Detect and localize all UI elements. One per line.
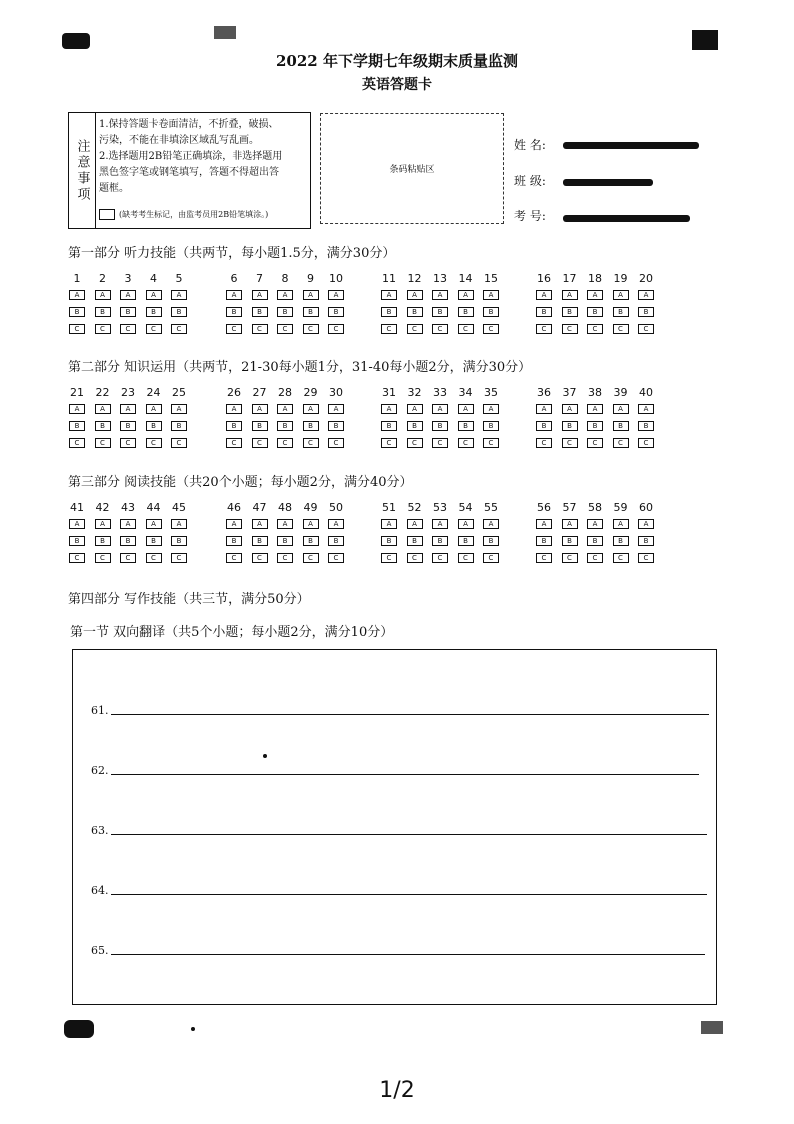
answer-bubble-55-a[interactable]: A [483, 519, 499, 529]
question-number: 38 [588, 386, 602, 399]
answer-bubble-50-b[interactable]: B [328, 536, 344, 546]
question-number: 16 [537, 272, 551, 285]
answer-bubble-27-c[interactable]: C [252, 438, 268, 448]
answer-bubble-31-b[interactable]: B [381, 421, 397, 431]
line-number: 65. [91, 944, 109, 957]
answer-bubble-51-a[interactable]: A [381, 519, 397, 529]
answer-bubble-17-a[interactable]: A [562, 290, 578, 300]
answer-bubble-24-c[interactable]: C [146, 438, 162, 448]
answer-bubble-38-b[interactable]: B [587, 421, 603, 431]
absent-checkbox[interactable] [99, 209, 115, 220]
corner-mark-top-right [692, 30, 718, 50]
question-number: 6 [230, 272, 238, 285]
answer-bubble-37-a[interactable]: A [562, 404, 578, 414]
answer-bubble-49-b[interactable]: B [303, 536, 319, 546]
question-number: 25 [172, 386, 186, 399]
id-label: 考 号: [514, 209, 546, 223]
answer-bubble-48-a[interactable]: A [277, 519, 293, 529]
answer-bubble-58-c[interactable]: C [587, 553, 603, 563]
question-number: 10 [329, 272, 343, 285]
answer-bubble-10-a[interactable]: A [328, 290, 344, 300]
answer-bubble-36-c[interactable]: C [536, 438, 552, 448]
answer-bubble-2-b[interactable]: B [95, 307, 111, 317]
question-number: 9 [307, 272, 314, 285]
answer-bubble-8-c[interactable]: C [277, 324, 293, 334]
answer-bubble-26-b[interactable]: B [226, 421, 242, 431]
question-number: 24 [146, 386, 161, 399]
question-number: 20 [639, 272, 653, 285]
answer-bubble-15-a[interactable]: A [483, 290, 499, 300]
part3-title: 第三部分 阅读技能（共20个小题；每小题2分，满分40分） [68, 475, 413, 490]
answer-bubble-50-c[interactable]: C [328, 553, 344, 563]
answer-bubble-29-a[interactable]: A [303, 404, 319, 414]
page-title: 2022 年下学期七年级期末质量监测 [276, 52, 518, 70]
question-number: 58 [588, 501, 602, 514]
answer-bubble-35-c[interactable]: C [483, 438, 499, 448]
notice-box [68, 112, 311, 229]
answer-bubble-12-c[interactable]: C [407, 324, 423, 334]
answer-bubble-60-c[interactable]: C [638, 553, 654, 563]
answer-bubble-22-a[interactable]: A [95, 404, 111, 414]
question-number: 40 [639, 386, 653, 399]
question-number: 5 [175, 272, 183, 285]
question-number: 57 [562, 501, 577, 514]
answer-bubble-31-a[interactable]: A [381, 404, 397, 414]
question-number: 36 [537, 386, 551, 399]
question-number: 42 [95, 501, 110, 514]
answer-bubble-42-a[interactable]: A [95, 519, 111, 529]
line-number: 62. [91, 764, 109, 777]
answer-line[interactable] [111, 714, 709, 715]
answer-bubble-17-c[interactable]: C [562, 324, 578, 334]
answer-bubble-40-a[interactable]: A [638, 404, 654, 414]
question-number: 59 [613, 501, 628, 514]
question-number: 11 [382, 272, 396, 285]
answer-bubble-46-b[interactable]: B [226, 536, 242, 546]
answer-bubble-57-b[interactable]: B [562, 536, 578, 546]
translation-answer-box [72, 649, 717, 1005]
answer-bubble-54-a[interactable]: A [458, 519, 474, 529]
answer-bubble-26-c[interactable]: C [226, 438, 242, 448]
answer-bubble-16-c[interactable]: C [536, 324, 552, 334]
answer-bubble-9-a[interactable]: A [303, 290, 319, 300]
answer-bubble-56-c[interactable]: C [536, 553, 552, 563]
answer-bubble-39-a[interactable]: A [613, 404, 629, 414]
question-number: 49 [303, 501, 318, 514]
corner-mark-top-left [62, 33, 90, 49]
answer-bubble-12-b[interactable]: B [407, 307, 423, 317]
answer-bubble-18-c[interactable]: C [587, 324, 603, 334]
answer-bubble-24-a[interactable]: A [146, 404, 162, 414]
answer-bubble-30-b[interactable]: B [328, 421, 344, 431]
answer-line[interactable] [111, 954, 705, 955]
answer-bubble-14-c[interactable]: C [458, 324, 474, 334]
question-number: 4 [150, 272, 157, 285]
question-number: 1 [73, 272, 81, 285]
answer-bubble-21-c[interactable]: C [69, 438, 85, 448]
answer-bubble-37-b[interactable]: B [562, 421, 578, 431]
answer-bubble-30-a[interactable]: A [328, 404, 344, 414]
answer-bubble-22-c[interactable]: C [95, 438, 111, 448]
question-number: 7 [256, 272, 263, 285]
answer-bubble-11-b[interactable]: B [381, 307, 397, 317]
answer-line[interactable] [111, 894, 707, 895]
line-number: 61. [91, 704, 109, 717]
answer-bubble-59-a[interactable]: A [613, 519, 629, 529]
answer-bubble-32-b[interactable]: B [407, 421, 423, 431]
answer-bubble-13-b[interactable]: B [432, 307, 448, 317]
answer-bubble-16-a[interactable]: A [536, 290, 552, 300]
answer-bubble-10-b[interactable]: B [328, 307, 344, 317]
answer-bubble-34-a[interactable]: A [458, 404, 474, 414]
answer-bubble-55-b[interactable]: B [483, 536, 499, 546]
answer-bubble-53-b[interactable]: B [432, 536, 448, 546]
question-number: 33 [433, 386, 447, 399]
answer-bubble-21-a[interactable]: A [69, 404, 85, 414]
question-number: 2 [99, 272, 106, 285]
answer-bubble-3-a[interactable]: A [120, 290, 136, 300]
answer-bubble-37-c[interactable]: C [562, 438, 578, 448]
answer-bubble-44-b[interactable]: B [146, 536, 162, 546]
answer-bubble-1-c[interactable]: C [69, 324, 85, 334]
answer-bubble-2-c[interactable]: C [95, 324, 111, 334]
answer-bubble-1-a[interactable]: A [69, 290, 85, 300]
question-number: 27 [252, 386, 267, 399]
answer-bubble-6-b[interactable]: B [226, 307, 242, 317]
question-number: 37 [562, 386, 577, 399]
answer-bubble-49-c[interactable]: C [303, 553, 319, 563]
answer-bubble-20-c[interactable]: C [638, 324, 654, 334]
question-number: 28 [278, 386, 292, 399]
question-number: 30 [329, 386, 343, 399]
answer-bubble-11-a[interactable]: A [381, 290, 397, 300]
answer-bubble-54-c[interactable]: C [458, 553, 474, 563]
question-number: 8 [281, 272, 289, 285]
answer-bubble-32-a[interactable]: A [407, 404, 423, 414]
dot-mark [191, 1027, 195, 1031]
answer-bubble-13-c[interactable]: C [432, 324, 448, 334]
answer-bubble-22-b[interactable]: B [95, 421, 111, 431]
answer-bubble-57-a[interactable]: A [562, 519, 578, 529]
answer-bubble-26-a[interactable]: A [226, 404, 242, 414]
answer-bubble-46-c[interactable]: C [226, 553, 242, 563]
answer-bubble-11-c[interactable]: C [381, 324, 397, 334]
id-redaction [563, 215, 690, 222]
answer-bubble-44-a[interactable]: A [146, 519, 162, 529]
question-number: 39 [613, 386, 628, 399]
question-number: 60 [639, 501, 653, 514]
question-number: 18 [588, 272, 602, 285]
answer-line[interactable] [111, 834, 707, 835]
answer-bubble-17-b[interactable]: B [562, 307, 578, 317]
answer-bubble-42-c[interactable]: C [95, 553, 111, 563]
answer-bubble-59-b[interactable]: B [613, 536, 629, 546]
answer-bubble-4-a[interactable]: A [146, 290, 162, 300]
answer-bubble-19-c[interactable]: C [613, 324, 629, 334]
answer-bubble-58-a[interactable]: A [587, 519, 603, 529]
answer-bubble-59-c[interactable]: C [613, 553, 629, 563]
answer-bubble-3-c[interactable]: C [120, 324, 136, 334]
question-number: 34 [458, 386, 473, 399]
question-number: 46 [227, 501, 241, 514]
answer-bubble-5-c[interactable]: C [171, 324, 187, 334]
answer-bubble-35-b[interactable]: B [483, 421, 499, 431]
answer-bubble-7-b[interactable]: B [252, 307, 268, 317]
question-number: 44 [146, 501, 161, 514]
answer-bubble-19-a[interactable]: A [613, 290, 629, 300]
corner-mark-top-center [214, 26, 236, 39]
answer-bubble-36-a[interactable]: A [536, 404, 552, 414]
line-number: 63. [91, 824, 109, 837]
answer-bubble-4-b[interactable]: B [146, 307, 162, 317]
answer-bubble-34-c[interactable]: C [458, 438, 474, 448]
class-redaction [563, 179, 653, 186]
answer-bubble-56-b[interactable]: B [536, 536, 552, 546]
question-number: 21 [70, 386, 84, 399]
question-number: 31 [382, 386, 396, 399]
answer-bubble-14-a[interactable]: A [458, 290, 474, 300]
answer-bubble-36-b[interactable]: B [536, 421, 552, 431]
answer-bubble-38-a[interactable]: A [587, 404, 603, 414]
question-number: 29 [303, 386, 318, 399]
corner-mark-bottom-right [701, 1021, 723, 1034]
answer-bubble-23-b[interactable]: B [120, 421, 136, 431]
notice-body: 1.保持答题卡卷面清洁，不折叠，破损、 污染，不能在非填涂区域乱写乱画。 2.选择题用2B铅笔正确填涂，非选择题用 黑色签字笔或钢笔填写，答题不得超出答 题框。 [99, 119, 283, 194]
line-number: 64. [91, 884, 109, 897]
answer-bubble-19-b[interactable]: B [613, 307, 629, 317]
question-number: 43 [121, 501, 135, 514]
name-redaction [563, 142, 699, 149]
question-number: 15 [484, 272, 498, 285]
answer-bubble-39-b[interactable]: B [613, 421, 629, 431]
answer-bubble-38-c[interactable]: C [587, 438, 603, 448]
answer-bubble-4-c[interactable]: C [146, 324, 162, 334]
answer-bubble-53-c[interactable]: C [432, 553, 448, 563]
answer-bubble-53-a[interactable]: A [432, 519, 448, 529]
question-number: 52 [407, 501, 422, 514]
question-number: 53 [433, 501, 447, 514]
question-number: 22 [95, 386, 110, 399]
answer-bubble-44-c[interactable]: C [146, 553, 162, 563]
answer-bubble-23-a[interactable]: A [120, 404, 136, 414]
notice-heading: 注意事项 [69, 113, 96, 228]
answer-bubble-1-b[interactable]: B [69, 307, 85, 317]
answer-bubble-47-b[interactable]: B [252, 536, 268, 546]
answer-bubble-23-c[interactable]: C [120, 438, 136, 448]
answer-bubble-7-c[interactable]: C [252, 324, 268, 334]
answer-bubble-14-b[interactable]: B [458, 307, 474, 317]
answer-bubble-18-b[interactable]: B [587, 307, 603, 317]
question-number: 35 [484, 386, 498, 399]
page-subtitle: 英语答题卡 [362, 77, 432, 93]
answer-bubble-28-b[interactable]: B [277, 421, 293, 431]
answer-bubble-42-b[interactable]: B [95, 536, 111, 546]
answer-bubble-45-b[interactable]: B [171, 536, 187, 546]
answer-bubble-46-a[interactable]: A [226, 519, 242, 529]
dot-mark [263, 754, 267, 758]
answer-bubble-8-b[interactable]: B [277, 307, 293, 317]
answer-bubble-28-c[interactable]: C [277, 438, 293, 448]
answer-bubble-32-c[interactable]: C [407, 438, 423, 448]
question-number: 48 [278, 501, 292, 514]
answer-bubble-51-b[interactable]: B [381, 536, 397, 546]
question-number: 12 [407, 272, 422, 285]
answer-bubble-43-a[interactable]: A [120, 519, 136, 529]
part1-title: 第一部分 听力技能（共两节，每小题1.5分，满分30分） [68, 246, 396, 261]
question-number: 32 [407, 386, 422, 399]
answer-bubble-27-a[interactable]: A [252, 404, 268, 414]
question-number: 47 [252, 501, 267, 514]
answer-bubble-5-b[interactable]: B [171, 307, 187, 317]
answer-line[interactable] [111, 774, 699, 775]
answer-bubble-25-c[interactable]: C [171, 438, 187, 448]
answer-bubble-48-b[interactable]: B [277, 536, 293, 546]
answer-bubble-31-c[interactable]: C [381, 438, 397, 448]
question-number: 19 [613, 272, 628, 285]
answer-bubble-18-a[interactable]: A [587, 290, 603, 300]
answer-bubble-60-b[interactable]: B [638, 536, 654, 546]
answer-bubble-33-b[interactable]: B [432, 421, 448, 431]
answer-bubble-55-c[interactable]: C [483, 553, 499, 563]
answer-bubble-35-a[interactable]: A [483, 404, 499, 414]
question-number: 51 [382, 501, 396, 514]
answer-bubble-56-a[interactable]: A [536, 519, 552, 529]
question-number: 41 [70, 501, 84, 514]
answer-bubble-8-a[interactable]: A [277, 290, 293, 300]
absent-mark-row: (缺考考生标记，由监考员用2B铅笔填涂。) [99, 209, 268, 220]
question-number: 45 [172, 501, 186, 514]
answer-bubble-24-b[interactable]: B [146, 421, 162, 431]
answer-bubble-43-b[interactable]: B [120, 536, 136, 546]
answer-bubble-40-b[interactable]: B [638, 421, 654, 431]
question-number: 50 [329, 501, 343, 514]
answer-bubble-28-a[interactable]: A [277, 404, 293, 414]
name-label: 姓 名: [514, 138, 546, 152]
answer-bubble-29-c[interactable]: C [303, 438, 319, 448]
answer-bubble-10-c[interactable]: C [328, 324, 344, 334]
answer-bubble-54-b[interactable]: B [458, 536, 474, 546]
page-number: 1/2 [379, 1078, 415, 1103]
question-number: 3 [124, 272, 132, 285]
answer-bubble-29-b[interactable]: B [303, 421, 319, 431]
question-number: 23 [121, 386, 135, 399]
answer-bubble-49-a[interactable]: A [303, 519, 319, 529]
part4-section1-title: 第一节 双向翻译（共5个小题；每小题2分，满分10分） [70, 625, 394, 640]
answer-bubble-9-b[interactable]: B [303, 307, 319, 317]
part4-title: 第四部分 写作技能（共三节，满分50分） [68, 592, 310, 607]
answer-bubble-21-b[interactable]: B [69, 421, 85, 431]
question-number: 56 [537, 501, 551, 514]
answer-bubble-2-a[interactable]: A [95, 290, 111, 300]
answer-bubble-45-a[interactable]: A [171, 519, 187, 529]
answer-bubble-6-c[interactable]: C [226, 324, 242, 334]
answer-bubble-6-a[interactable]: A [226, 290, 242, 300]
corner-mark-bottom-left [64, 1020, 94, 1038]
answer-bubble-34-b[interactable]: B [458, 421, 474, 431]
answer-bubble-41-c[interactable]: C [69, 553, 85, 563]
answer-bubble-15-b[interactable]: B [483, 307, 499, 317]
answer-bubble-41-a[interactable]: A [69, 519, 85, 529]
answer-bubble-15-c[interactable]: C [483, 324, 499, 334]
answer-bubble-40-c[interactable]: C [638, 438, 654, 448]
answer-bubble-45-c[interactable]: C [171, 553, 187, 563]
answer-bubble-20-a[interactable]: A [638, 290, 654, 300]
answer-bubble-60-a[interactable]: A [638, 519, 654, 529]
answer-bubble-52-c[interactable]: C [407, 553, 423, 563]
answer-bubble-33-a[interactable]: A [432, 404, 448, 414]
answer-bubble-5-a[interactable]: A [171, 290, 187, 300]
question-number: 55 [484, 501, 498, 514]
answer-bubble-20-b[interactable]: B [638, 307, 654, 317]
answer-bubble-12-a[interactable]: A [407, 290, 423, 300]
answer-bubble-39-c[interactable]: C [613, 438, 629, 448]
question-number: 14 [458, 272, 473, 285]
answer-bubble-7-a[interactable]: A [252, 290, 268, 300]
question-number: 17 [562, 272, 577, 285]
answer-bubble-9-c[interactable]: C [303, 324, 319, 334]
answer-bubble-52-a[interactable]: A [407, 519, 423, 529]
question-number: 13 [433, 272, 447, 285]
answer-bubble-41-b[interactable]: B [69, 536, 85, 546]
answer-bubble-30-c[interactable]: C [328, 438, 344, 448]
answer-bubble-57-c[interactable]: C [562, 553, 578, 563]
answer-bubble-25-b[interactable]: B [171, 421, 187, 431]
answer-bubble-51-c[interactable]: C [381, 553, 397, 563]
question-number: 54 [458, 501, 473, 514]
answer-bubble-16-b[interactable]: B [536, 307, 552, 317]
part2-title: 第二部分 知识运用（共两节，21-30每小题1分，31-40每小题2分，满分30分） [68, 360, 532, 375]
class-label: 班 级: [514, 174, 546, 188]
answer-bubble-3-b[interactable]: B [120, 307, 136, 317]
answer-bubble-47-c[interactable]: C [252, 553, 268, 563]
question-number: 26 [227, 386, 241, 399]
answer-bubble-48-c[interactable]: C [277, 553, 293, 563]
answer-bubble-43-c[interactable]: C [120, 553, 136, 563]
answer-bubble-33-c[interactable]: C [432, 438, 448, 448]
answer-bubble-27-b[interactable]: B [252, 421, 268, 431]
answer-bubble-58-b[interactable]: B [587, 536, 603, 546]
answer-bubble-52-b[interactable]: B [407, 536, 423, 546]
answer-bubble-50-a[interactable]: A [328, 519, 344, 529]
answer-bubble-13-a[interactable]: A [432, 290, 448, 300]
barcode-area: 条码粘贴区 [320, 113, 504, 224]
answer-bubble-47-a[interactable]: A [252, 519, 268, 529]
answer-bubble-25-a[interactable]: A [171, 404, 187, 414]
